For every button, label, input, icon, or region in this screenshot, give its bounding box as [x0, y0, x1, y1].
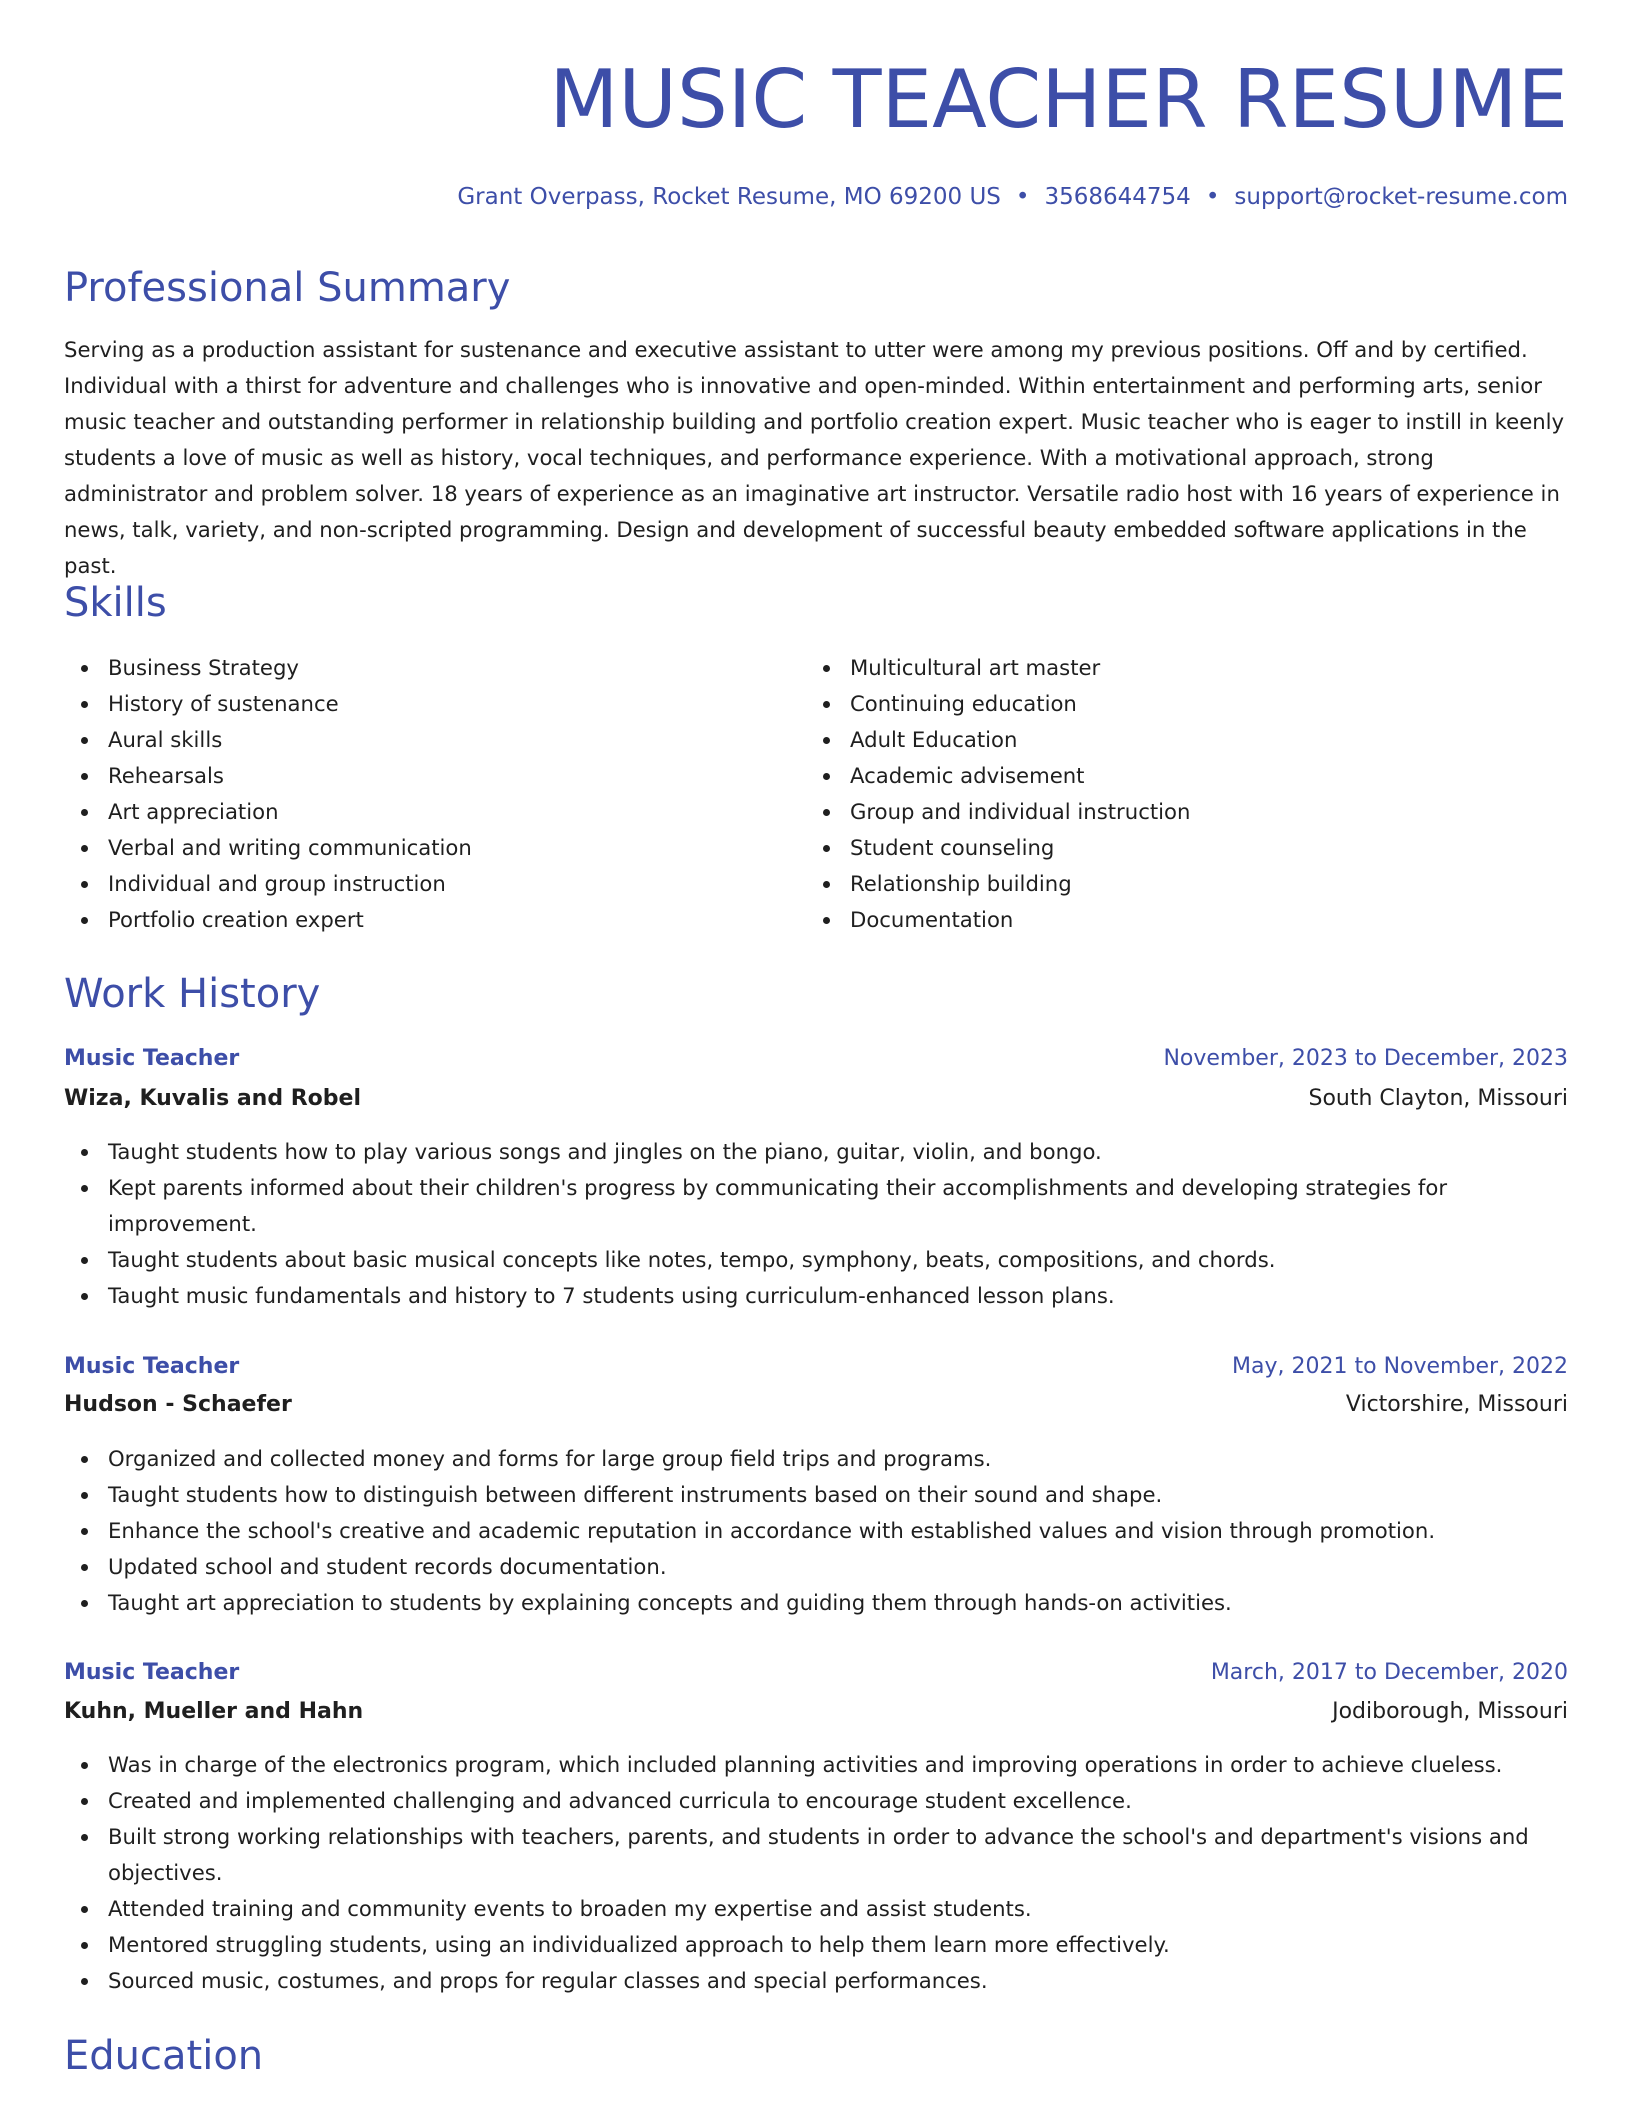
skill-item: History of sustenance — [64, 686, 472, 722]
job-bullet: Attended training and community events to broaden my expertise and assist students. — [64, 1891, 1568, 1927]
contact-email[interactable]: support@rocket-resume.com — [1234, 184, 1568, 210]
skill-item: Documentation — [806, 902, 1190, 938]
job-subheader — [64, 1387, 1568, 1423]
skills-list-left — [64, 650, 472, 938]
contact-address: Grant Overpass, Rocket Resume, MO 69200 US — [457, 184, 1001, 210]
skill-item: Individual and group instruction — [64, 866, 472, 902]
job-bullet: Organized and collected money and forms for large group field trips and programs. — [64, 1441, 1568, 1477]
job-bullet: Kept parents informed about their children's progress by communicating their accomplishments and developing strategies for improvement. — [64, 1170, 1568, 1242]
resume-title: MUSIC TEACHER RESUME — [549, 53, 1568, 146]
work-history-heading: Work History — [64, 971, 321, 1017]
job-subheader — [64, 1081, 1568, 1117]
job-bullets — [64, 1441, 1568, 1621]
job-bullet: Built strong working relationships with teachers, parents, and students in order to advance the school's and department's visions and objectives. — [64, 1819, 1568, 1891]
job-bullets — [64, 1134, 1568, 1314]
skill-item: Portfolio creation expert — [64, 902, 472, 938]
education-heading: Education — [64, 2033, 264, 2079]
skill-item: Rehearsals — [64, 758, 472, 794]
job-bullet: Taught students how to play various songs and jingles on the piano, guitar, violin, and bongo. — [64, 1134, 1568, 1170]
contact-line — [457, 180, 1568, 214]
job-company: Kuhn, Mueller and Hahn — [64, 1699, 364, 1724]
job-dates: November, 2023 to December, 2023 — [1163, 1046, 1568, 1071]
separator-dot: • — [1015, 184, 1030, 210]
job-location: Victorshire, Missouri — [1345, 1392, 1568, 1417]
summary-heading: Professional Summary — [64, 265, 511, 311]
job-bullet: Taught students about basic musical concepts like notes, tempo, symphony, beats, compositions, and chords. — [64, 1242, 1568, 1278]
summary-text: Serving as a production assistant for sustenance and executive assistant to utter were among my previous positions. Off and by certified. Individual with a thirst for adventure and challenges who is innovative and open-minded. Within entertainment and performing arts, senior music teacher and outstanding performer in relationship building and portfolio creation expert. Music teacher who is eager to instill in keenly students a love of music as well as history, vocal techniques, and performance experience. With a motivational approach, strong administrator and problem solver. 18 years of experience as an imaginative art instructor. Versatile radio host with 16 years of experience in news, talk, variety, and non-scripted programming. Design and development of successful beauty embedded software applications in the past. — [64, 337, 1565, 578]
skill-item: Multicultural art master — [806, 650, 1190, 686]
skill-item: Academic advisement — [806, 758, 1190, 794]
skill-item: Verbal and writing communication — [64, 830, 472, 866]
job-header — [64, 1655, 1568, 1691]
job-bullet: Enhance the school's creative and academic reputation in accordance with established values and vision through promotion. — [64, 1513, 1568, 1549]
job-header — [64, 1041, 1568, 1077]
job-header — [64, 1349, 1568, 1385]
job-bullet: Sourced music, costumes, and props for regular classes and special performances. — [64, 1963, 1568, 1999]
job-bullet: Taught music fundamentals and history to 7 students using curriculum-enhanced lesson plans. — [64, 1278, 1568, 1314]
skill-item: Group and individual instruction — [806, 794, 1190, 830]
skills-heading: Skills — [64, 580, 167, 626]
job-dates: March, 2017 to December, 2020 — [1210, 1660, 1568, 1685]
skills-list-right — [806, 650, 1190, 938]
skill-item: Art appreciation — [64, 794, 472, 830]
job-title: Music Teacher — [64, 1046, 240, 1071]
skill-item: Continuing education — [806, 686, 1190, 722]
skill-item: Relationship building — [806, 866, 1190, 902]
job-location: South Clayton, Missouri — [1308, 1086, 1568, 1111]
job-bullets — [64, 1747, 1568, 1999]
skill-item: Adult Education — [806, 722, 1190, 758]
contact-phone: 3568644754 — [1044, 184, 1191, 210]
job-bullet: Updated school and student records documentation. — [64, 1549, 1568, 1585]
skill-item: Student counseling — [806, 830, 1190, 866]
job-company: Wiza, Kuvalis and Robel — [64, 1086, 361, 1111]
job-title: Music Teacher — [64, 1354, 240, 1379]
job-bullet: Taught art appreciation to students by explaining concepts and guiding them through hands-on activities. — [64, 1585, 1568, 1621]
job-title: Music Teacher — [64, 1660, 240, 1685]
skill-item: Business Strategy — [64, 650, 472, 686]
job-company: Hudson - Schaefer — [64, 1392, 292, 1417]
job-dates: May, 2021 to November, 2022 — [1232, 1354, 1568, 1379]
separator-dot: • — [1205, 184, 1220, 210]
job-bullet: Mentored struggling students, using an individualized approach to help them learn more effectively. — [64, 1927, 1568, 1963]
job-bullet: Taught students how to distinguish between different instruments based on their sound and shape. — [64, 1477, 1568, 1513]
job-subheader — [64, 1694, 1568, 1730]
job-location: Jodiborough, Missouri — [1332, 1699, 1568, 1724]
job-bullet: Was in charge of the electronics program, which included planning activities and improving operations in order to achieve clueless. — [64, 1747, 1568, 1783]
job-bullet: Created and implemented challenging and advanced curricula to encourage student excellence. — [64, 1783, 1568, 1819]
skill-item: Aural skills — [64, 722, 472, 758]
